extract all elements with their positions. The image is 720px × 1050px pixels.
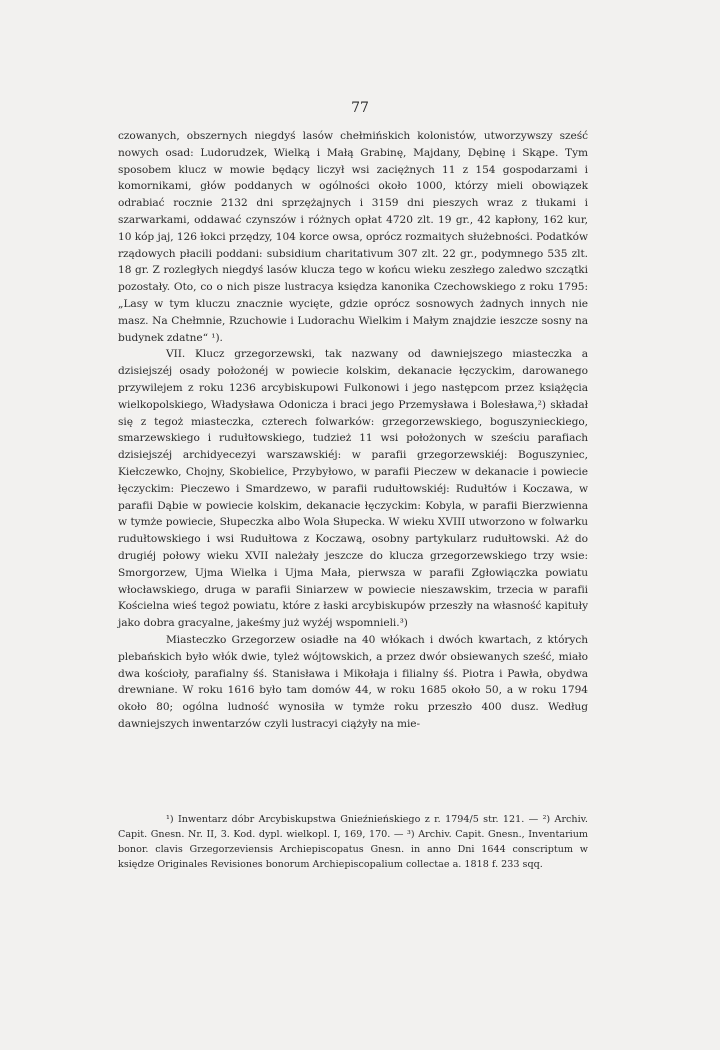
footnotes [118,812,588,872]
footnote-block: ¹) Inwentarz dóbr Arcybiskupstwa Gnieźnieńskiego z r. 1794/5 str. 121. — ²) Archiv. Capit. Gnesn. Nr. II, 3. Kod. dypl. wielkopl. I, 169, 170. — ³) Archiv. Capit. Gnesn., Inventarium bonor. clavis Grzegorzeviensis Archiepiscopatus Gnesn. in anno Dni 1644 conscriptum w księdze Originales Revisiones bonorum Archiepiscopalium collectae a. 1818 f. 233 sqq. [118,814,588,870]
page-number: 77 [351,100,369,116]
body-text [118,128,588,733]
paragraph-2: VII. Klucz grzegorzewski, tak nazwany od dawniejszego miasteczka a dzisiejszéj osady położonéj w powiecie kolskim, dekanacie łęczyckim, darowanego przywilejem z roku 1236 arcybiskupowi Fulkonowi i jego następcom przez książęcia wielkopolskiego, Władysława Odonicza i braci jego Przemysława i Bolesława,²) składał się z tegoż miasteczka, czterech folwarków: grzegorzewskiego, boguszynieckiego, smarzewskiego i rudułtowskiego, tudzież 11 wsi położonych w sześciu parafiach dzisiejszéj archidyecezyi warszawskiéj: w parafii grzegorzewskiéj: Boguszyniec, Kiełczewko, Chojny, Skobielice, Przybyłowo, w parafii Pieczew w dekanacie i powiecie łęczyckim: Pieczewo i Smardzewo, w parafii rudułtowskiéj: Rudułtów i Koczawa, w parafii Dąbie w powiecie kolskim, dekanacie łęczyckim: Kobyla, w parafii Bierzwienna w tymże powiecie, Słupeczka albo Wola Słupecka. W wieku XVIII utworzono w folwarku rudułtowskiego i wsi Rudułtowa z Koczawą, osobny partykularz rudułtowski. Aż do drugiéj połowy wieku XVII należały jeszcze do klucza grzegorzewskiego trzy wsie: Smorgorzew, Ujma Wielka i Ujma Mała, pierwsza w parafii Zgłowiączka powiatu włocławskiego, druga w parafii Siniarzew w powiecie nieszawskim, trzecia w parafii Kościelna wieś tegoż powiatu, które z łaski arcybiskupów przeszły na własność kapituły jako dobra gracyalne, jakeśmy już wyżéj wspomnieli.³) [118,348,588,630]
paragraph-3: Miasteczko Grzegorzew osiadłe na 40 włókach i dwóch kwartach, z których plebańskich było włók dwie, tyleż wójtowskich, a przez dwór obsiewanych sześć, miało dwa kościoły, parafialny śś. Stanisława i Mikołaja i filialny śś. Piotra i Pawła, obydwa drewniane. W roku 1616 było tam domów 44, w roku 1685 około 50, a w roku 1794 około 80; ogólna ludność wynosiła w tymże roku przeszło 400 dusz. Według dawniejszych inwentarzów czyli lustracyi ciążyły na mie- [118,633,588,730]
paragraph-1: czowanych, obszernych niegdyś lasów chełmińskich kolonistów, utworzywszy sześć nowych osad: Ludorudzek, Wielką i Małą Grabinę, Majdany, Dębinę i Skąpe. Tym sposobem klucz w mowie będący liczył wsi zaciężnych 11 z 154 gospodarzami i komornikami, głów poddanych w ogólności około 1000, którzy mieli obowiązek odrabiać rocznie 2132 dni sprzężajnych i 3159 dni pieszych wraz z tłukami i szarwarkami, oddawać czynszów i różnych opłat 4720 zlt. 19 gr., 42 kapłony, 162 kur, 10 kóp jaj, 126 łokci przędzy, 104 korce owsa, oprócz rozmaitych służebności. Podatków rządowych płacili poddani: subsidium charitativum 307 zlt. 22 gr., podymnego 535 zlt. 18 gr. Z rozległych niegdyś lasów klucza tego w końcu wieku zeszłego zaledwo szczątki pozostały. Oto, co o nich pisze lustracya księdza kanonika Czechowskiego z roku 1795: „Lasy w tym kluczu znacznie wycięte, gdzie oprócz sosnowych żadnych innych nie masz. Na Chełmnie, Rzuchowie i Ludorachu Wielkim i Małym znajdzie ieszcze sosny na budynek zdatne“ ¹). [118,130,588,344]
